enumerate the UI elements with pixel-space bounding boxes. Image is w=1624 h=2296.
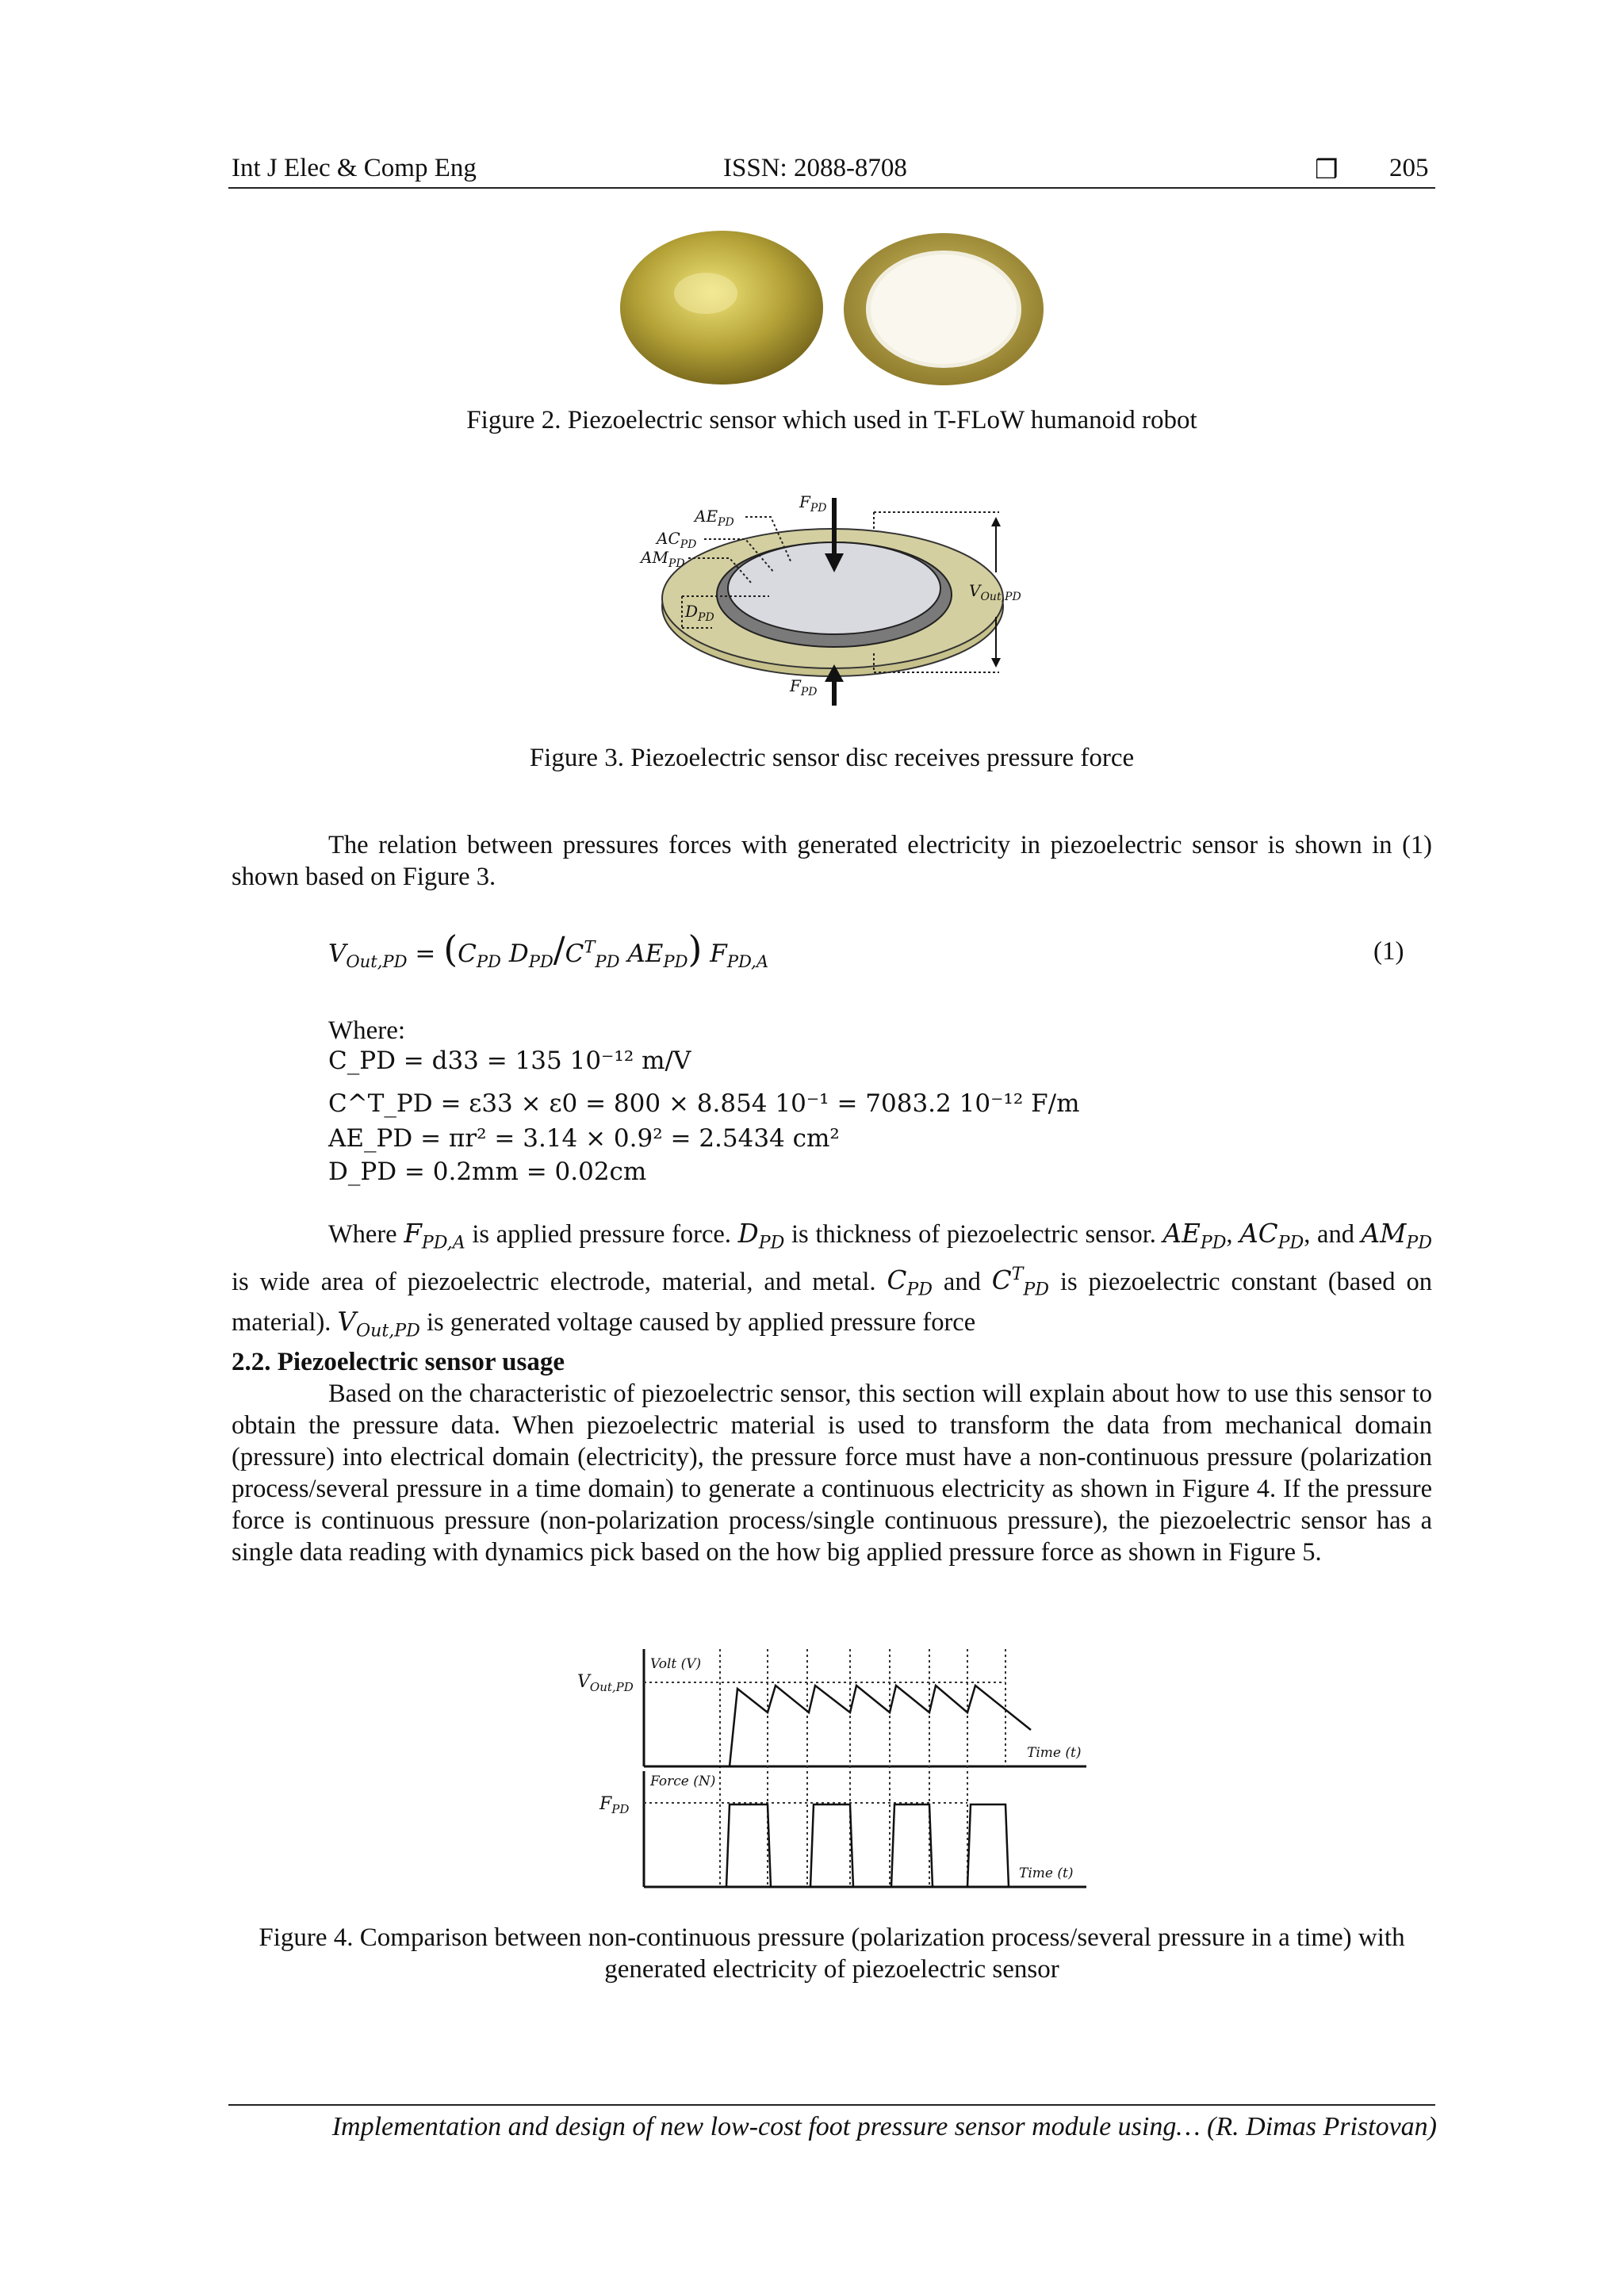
label-am: $AM_{PD}$ xyxy=(641,548,685,570)
footer-rule xyxy=(228,2104,1435,2106)
equation-1: $V_{Out,PD} = (C_{PD}$ $D_{PD}/C^T_{PD}$ $AE_{PD}$) $F_{PD,A}$ xyxy=(328,928,769,972)
running-head-journal: Int J Elec & Comp Eng xyxy=(232,154,477,182)
equation-line-1: C_PD = d33 = 135 10⁻¹² m/V xyxy=(328,1047,691,1075)
figure-4-caption-line-1: Figure 4. Comparison between non-continuous pressure (polarization process/several pressure in a time) with xyxy=(259,1923,1405,1952)
figure-3-diagram xyxy=(619,484,1047,714)
running-footer: Implementation and design of new low-cost foot pressure sensor module using… (R. Dimas Pristovan) xyxy=(331,2112,1437,2141)
equation-line-2: C^T_PD = ε33 × ε0 = 800 × 8.854 10⁻¹ = 7083.2 10⁻¹² F/m xyxy=(328,1089,1080,1118)
label-f-bottom: $F_{PD}$ xyxy=(790,676,818,698)
time-axis-label-top: Time (t) xyxy=(1027,1745,1082,1761)
box-marker-icon: ❒ xyxy=(1315,156,1339,185)
equation-number: (1) xyxy=(1373,937,1404,966)
section-heading: 2.2. Piezoelectric sensor usage xyxy=(232,1348,565,1376)
fpd-label: $F_{PD}$ xyxy=(599,1794,630,1816)
volt-axis-label: Volt (V) xyxy=(650,1656,702,1672)
page-number: 205 xyxy=(1389,154,1429,182)
running-head-issn: ISSN: 2088-8708 xyxy=(723,154,907,182)
label-f-top: $F_{PD}$ xyxy=(799,492,827,515)
label-ae: $AE_{PD}$ xyxy=(695,507,734,529)
definitions-paragraph: Where $F_{PD,A}$ is applied pressure force. $D_{PD}$ is thickness of piezoelectric sensor. $AE_{PD}$, $AC_{PD}$, and $AM_{PD}$ is wide area of piezoelectric electrode, material, and metal. $C_{PD}$ and $C^T_{PD}$ is piezoelectric constant (based on material). $V_{Out,PD}$ is generated voltage caused by applied pressure force xyxy=(232,1219,1432,1341)
figure-4-caption-line-2: generated electricity of piezoelectric sensor xyxy=(604,1955,1059,1984)
section-paragraph: Based on the characteristic of piezoelectric sensor, this section will explain about how to use this sensor to obtain the pressure data. When piezoelectric material is used to transform the data from mechanical domain (pressure) into electrical domain (electricity), the pressure force must have a non-continuous pressure (polarization process/several pressure in a time domain) to generate a continuous electricity as shown in Figure 4. If the pressure force is continuous pressure (non-polarization process/single continuous pressure), the piezoelectric sensor has a single data reading with dynamics pick based on the how big applied pressure force as shown in Figure 5. xyxy=(232,1380,1432,1567)
equation-line-4: D_PD = 0.2mm = 0.02cm xyxy=(328,1158,647,1186)
voltage-waveform xyxy=(644,1686,1031,1766)
label-vout: $V_{Out,PD}$ xyxy=(969,581,1021,603)
where-label: Where: xyxy=(328,1016,406,1045)
label-ac: $AC_{PD}$ xyxy=(657,529,697,551)
figure-2-image xyxy=(611,230,1063,388)
header-rule xyxy=(228,187,1435,189)
label-d: $D_{PD}$ xyxy=(685,602,714,624)
force-pulses xyxy=(644,1804,1009,1887)
vout-label: $V_{Out,PD}$ xyxy=(577,1672,634,1694)
time-axis-label-bottom: Time (t) xyxy=(1019,1866,1074,1881)
equation-line-3: AE_PD = πr² = 3.14 × 0.9² = 2.5434 cm² xyxy=(328,1124,840,1153)
figure-2-caption: Figure 2. Piezoelectric sensor which used in T-FLoW humanoid robot xyxy=(466,406,1197,434)
intro-paragraph: The relation between pressures forces with generated electricity in piezoelectric sensor is shown in (1) shown based on Figure 3. xyxy=(232,831,1432,891)
figure-3-caption: Figure 3. Piezoelectric sensor disc receives pressure force xyxy=(529,744,1135,772)
force-axis-label: Force (N) xyxy=(650,1774,716,1789)
figure-4-diagram xyxy=(571,1641,1094,1895)
